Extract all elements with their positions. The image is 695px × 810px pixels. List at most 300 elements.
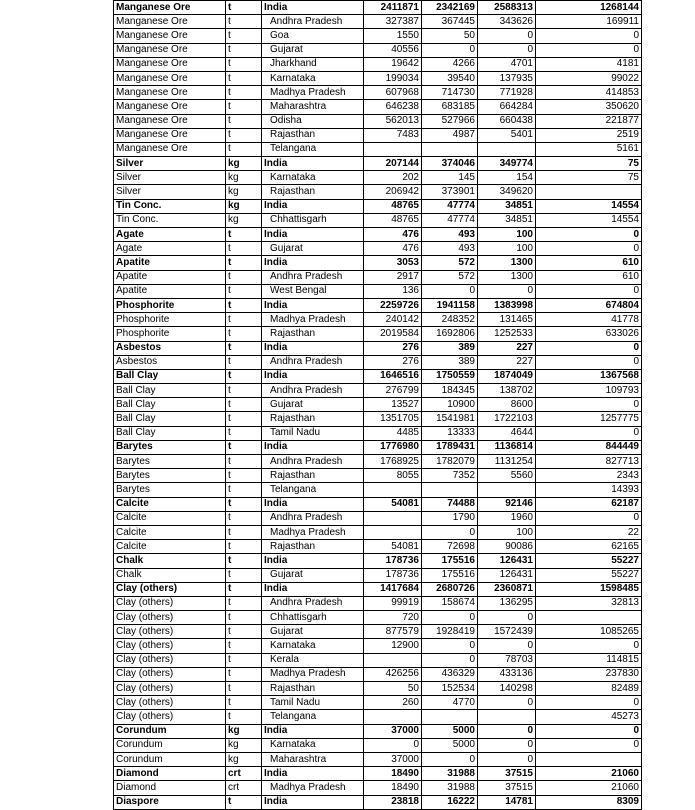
unit-cell: t: [226, 57, 262, 71]
value-cell-2: 1790: [422, 511, 478, 525]
value-cell-2: 47774: [422, 199, 478, 213]
state-cell: India: [262, 298, 364, 312]
value-cell-2: 572: [422, 256, 478, 270]
value-cell-2: 31988: [422, 781, 478, 795]
state-cell: Odisha: [262, 114, 364, 128]
table-row: [114, 86, 642, 100]
value-cell-1: [364, 142, 422, 156]
value-cell-3: 140298: [478, 682, 536, 696]
value-cell-2: 175516: [422, 554, 478, 568]
value-cell-2: 389: [422, 355, 478, 369]
unit-cell: t: [226, 355, 262, 369]
unit-cell: t: [226, 412, 262, 426]
mineral-cell: Chalk: [114, 568, 226, 582]
value-cell-1: 13527: [364, 398, 422, 412]
table-row: [114, 511, 642, 525]
state-cell: Madhya Pradesh: [262, 313, 364, 327]
unit-cell: t: [226, 71, 262, 85]
value-cell-1: 2259726: [364, 298, 422, 312]
value-cell-1: 877579: [364, 625, 422, 639]
mineral-cell: Manganese Ore: [114, 43, 226, 57]
table-row-total: [114, 440, 642, 454]
unit-cell: t: [226, 596, 262, 610]
value-cell-1: 646238: [364, 100, 422, 114]
state-cell: Andhra Pradesh: [262, 384, 364, 398]
value-cell-1: 178736: [364, 554, 422, 568]
value-cell-1: 178736: [364, 568, 422, 582]
value-cell-3: 78703: [478, 653, 536, 667]
value-cell-2: 0: [422, 43, 478, 57]
unit-cell: t: [226, 369, 262, 383]
state-cell: Madhya Pradesh: [262, 525, 364, 539]
state-cell: Telangana: [262, 142, 364, 156]
table-row: [114, 483, 642, 497]
value-cell-2: 72698: [422, 540, 478, 554]
unit-cell: kg: [226, 185, 262, 199]
state-cell: Rajasthan: [262, 412, 364, 426]
value-cell-2: 184345: [422, 384, 478, 398]
mineral-cell: Manganese Ore: [114, 128, 226, 142]
state-cell: India: [262, 341, 364, 355]
unit-cell: t: [226, 440, 262, 454]
value-cell-1: 202: [364, 171, 422, 185]
value-cell-4: 22: [536, 525, 642, 539]
value-cell-3: 100: [478, 228, 536, 242]
state-cell: Andhra Pradesh: [262, 355, 364, 369]
table-row: [114, 455, 642, 469]
mineral-cell: Calcite: [114, 540, 226, 554]
unit-cell: t: [226, 15, 262, 29]
state-cell: Jharkhand: [262, 57, 364, 71]
value-cell-4: 32813: [536, 596, 642, 610]
value-cell-4: 45273: [536, 710, 642, 724]
mineral-cell: Asbestos: [114, 355, 226, 369]
table-row-total: [114, 199, 642, 213]
mineral-cell: Clay (others): [114, 611, 226, 625]
value-cell-1: 1646516: [364, 369, 422, 383]
value-cell-1: 276: [364, 355, 422, 369]
value-cell-2: 1789431: [422, 440, 478, 454]
value-cell-4: 0: [536, 724, 642, 738]
state-cell: Madhya Pradesh: [262, 781, 364, 795]
value-cell-4: 62187: [536, 497, 642, 511]
value-cell-1: 2019584: [364, 327, 422, 341]
value-cell-1: 8055: [364, 469, 422, 483]
value-cell-3: 138702: [478, 384, 536, 398]
state-cell: Maharashtra: [262, 100, 364, 114]
state-cell: Andhra Pradesh: [262, 15, 364, 29]
mineral-cell: Manganese Ore: [114, 86, 226, 100]
value-cell-3: 1722103: [478, 412, 536, 426]
mineral-cell: Apatite: [114, 284, 226, 298]
value-cell-3: 131465: [478, 313, 536, 327]
value-cell-1: 12900: [364, 639, 422, 653]
value-cell-2: 16222: [422, 795, 478, 809]
value-cell-3: 100: [478, 525, 536, 539]
value-cell-3: [478, 483, 536, 497]
value-cell-3: 227: [478, 355, 536, 369]
state-cell: Madhya Pradesh: [262, 667, 364, 681]
value-cell-3: [478, 710, 536, 724]
value-cell-4: 75: [536, 157, 642, 171]
value-cell-2: 4266: [422, 57, 478, 71]
value-cell-2: 10900: [422, 398, 478, 412]
value-cell-3: 1252533: [478, 327, 536, 341]
table-row: [114, 667, 642, 681]
table-row: [114, 525, 642, 539]
table-row: [114, 213, 642, 227]
mineral-cell: Manganese Ore: [114, 71, 226, 85]
unit-cell: t: [226, 639, 262, 653]
table-row-total: [114, 228, 642, 242]
table-row-total: [114, 724, 642, 738]
state-cell: India: [262, 228, 364, 242]
table-row: [114, 313, 642, 327]
value-cell-2: 1928419: [422, 625, 478, 639]
unit-cell: t: [226, 525, 262, 539]
value-cell-4: 610: [536, 256, 642, 270]
mineral-cell: Tin Conc.: [114, 199, 226, 213]
value-cell-4: 414853: [536, 86, 642, 100]
table-row-total: [114, 795, 642, 809]
value-cell-3: 34851: [478, 199, 536, 213]
value-cell-2: 4987: [422, 128, 478, 142]
value-cell-3: 4701: [478, 57, 536, 71]
state-cell: Karnataka: [262, 639, 364, 653]
value-cell-2: 367445: [422, 15, 478, 29]
mineral-cell: Barytes: [114, 483, 226, 497]
unit-cell: t: [226, 710, 262, 724]
unit-cell: kg: [226, 724, 262, 738]
table-row: [114, 384, 642, 398]
state-cell: Gujarat: [262, 242, 364, 256]
value-cell-4: 0: [536, 341, 642, 355]
state-cell: India: [262, 199, 364, 213]
value-cell-3: 5560: [478, 469, 536, 483]
value-cell-4: 2343: [536, 469, 642, 483]
value-cell-1: 18490: [364, 767, 422, 781]
value-cell-2: 683185: [422, 100, 478, 114]
unit-cell: t: [226, 540, 262, 554]
state-cell: Gujarat: [262, 43, 364, 57]
value-cell-3: 1383998: [478, 298, 536, 312]
value-cell-3: 0: [478, 611, 536, 625]
state-cell: India: [262, 497, 364, 511]
value-cell-1: 23818: [364, 795, 422, 809]
mineral-cell: Silver: [114, 157, 226, 171]
mineral-cell: Clay (others): [114, 625, 226, 639]
table-row: [114, 242, 642, 256]
table-row-total: [114, 554, 642, 568]
value-cell-1: [364, 653, 422, 667]
unit-cell: t: [226, 284, 262, 298]
value-cell-4: 1598485: [536, 582, 642, 596]
mineral-cell: Ball Clay: [114, 412, 226, 426]
value-cell-3: 349620: [478, 185, 536, 199]
value-cell-3: 92146: [478, 497, 536, 511]
value-cell-3: 660438: [478, 114, 536, 128]
table-row: [114, 284, 642, 298]
value-cell-2: 175516: [422, 568, 478, 582]
unit-cell: t: [226, 682, 262, 696]
value-cell-2: [422, 710, 478, 724]
value-cell-2: 1750559: [422, 369, 478, 383]
unit-cell: t: [226, 696, 262, 710]
value-cell-4: 0: [536, 511, 642, 525]
state-cell: Kerala: [262, 653, 364, 667]
value-cell-2: 493: [422, 242, 478, 256]
unit-cell: t: [226, 795, 262, 809]
state-cell: West Bengal: [262, 284, 364, 298]
value-cell-2: 248352: [422, 313, 478, 327]
mineral-cell: Tin Conc.: [114, 213, 226, 227]
value-cell-1: 562013: [364, 114, 422, 128]
state-cell: Karnataka: [262, 738, 364, 752]
value-cell-4: 2519: [536, 128, 642, 142]
state-cell: Andhra Pradesh: [262, 511, 364, 525]
table-row-total: [114, 767, 642, 781]
value-cell-2: 4770: [422, 696, 478, 710]
table-row: [114, 128, 642, 142]
value-cell-3: 90086: [478, 540, 536, 554]
unit-cell: t: [226, 497, 262, 511]
value-cell-2: 74488: [422, 497, 478, 511]
value-cell-2: 527966: [422, 114, 478, 128]
mineral-cell: Clay (others): [114, 696, 226, 710]
table-row-total: [114, 497, 642, 511]
value-cell-1: 206942: [364, 185, 422, 199]
value-cell-2: 373901: [422, 185, 478, 199]
value-cell-2: 145: [422, 171, 478, 185]
value-cell-1: [364, 710, 422, 724]
mineral-cell: Calcite: [114, 497, 226, 511]
mineral-cell: Corundum: [114, 752, 226, 766]
mineral-cell: Barytes: [114, 469, 226, 483]
value-cell-4: 4181: [536, 57, 642, 71]
value-cell-4: 0: [536, 639, 642, 653]
table-row: [114, 696, 642, 710]
mineral-cell: Clay (others): [114, 710, 226, 724]
value-cell-2: 572: [422, 270, 478, 284]
value-cell-3: 664284: [478, 100, 536, 114]
table-row: [114, 142, 642, 156]
mineral-cell: Phosphorite: [114, 313, 226, 327]
state-cell: India: [262, 767, 364, 781]
unit-cell: t: [226, 86, 262, 100]
value-cell-1: 0: [364, 738, 422, 752]
value-cell-4: 99022: [536, 71, 642, 85]
state-cell: Andhra Pradesh: [262, 596, 364, 610]
unit-cell: t: [226, 100, 262, 114]
mineral-cell: Clay (others): [114, 596, 226, 610]
value-cell-1: 1768925: [364, 455, 422, 469]
state-cell: Karnataka: [262, 171, 364, 185]
value-cell-1: 476: [364, 228, 422, 242]
value-cell-3: 100: [478, 242, 536, 256]
value-cell-3: [478, 142, 536, 156]
value-cell-4: 21060: [536, 781, 642, 795]
table-row: [114, 596, 642, 610]
value-cell-2: 1782079: [422, 455, 478, 469]
table-row-total: [114, 157, 642, 171]
table-row: [114, 540, 642, 554]
mineral-cell: Diamond: [114, 781, 226, 795]
value-cell-1: 48765: [364, 213, 422, 227]
value-cell-4: 1367568: [536, 369, 642, 383]
value-cell-1: 327387: [364, 15, 422, 29]
table-row: [114, 738, 642, 752]
value-cell-4: 827713: [536, 455, 642, 469]
value-cell-1: 40556: [364, 43, 422, 57]
value-cell-4: 0: [536, 355, 642, 369]
mineral-cell: Ball Clay: [114, 369, 226, 383]
value-cell-2: 2680726: [422, 582, 478, 596]
unit-cell: kg: [226, 157, 262, 171]
state-cell: Karnataka: [262, 71, 364, 85]
value-cell-1: 7483: [364, 128, 422, 142]
table-row: [114, 57, 642, 71]
mineral-cell: Silver: [114, 185, 226, 199]
value-cell-3: 14781: [478, 795, 536, 809]
value-cell-2: 0: [422, 284, 478, 298]
unit-cell: t: [226, 455, 262, 469]
value-cell-2: 5000: [422, 724, 478, 738]
value-cell-1: 54081: [364, 540, 422, 554]
state-cell: Telangana: [262, 710, 364, 724]
value-cell-1: 2917: [364, 270, 422, 284]
value-cell-3: 1136814: [478, 440, 536, 454]
value-cell-2: 13333: [422, 426, 478, 440]
state-cell: Gujarat: [262, 625, 364, 639]
table-row: [114, 185, 642, 199]
table-row: [114, 653, 642, 667]
state-cell: Gujarat: [262, 568, 364, 582]
value-cell-2: [422, 142, 478, 156]
value-cell-4: 0: [536, 284, 642, 298]
value-cell-3: 433136: [478, 667, 536, 681]
value-cell-3: 1300: [478, 256, 536, 270]
unit-cell: t: [226, 142, 262, 156]
state-cell: Rajasthan: [262, 327, 364, 341]
unit-cell: t: [226, 270, 262, 284]
value-cell-3: 349774: [478, 157, 536, 171]
value-cell-3: 8600: [478, 398, 536, 412]
value-cell-3: 0: [478, 696, 536, 710]
value-cell-3: 137935: [478, 71, 536, 85]
value-cell-4: 14393: [536, 483, 642, 497]
mineral-cell: Chalk: [114, 554, 226, 568]
table-row-total: [114, 256, 642, 270]
value-cell-2: 1692806: [422, 327, 478, 341]
value-cell-1: 3053: [364, 256, 422, 270]
value-cell-1: 37000: [364, 724, 422, 738]
mineral-cell: Manganese Ore: [114, 1, 226, 15]
state-cell: Rajasthan: [262, 128, 364, 142]
table-row: [114, 327, 642, 341]
unit-cell: crt: [226, 767, 262, 781]
value-cell-4: 0: [536, 696, 642, 710]
value-cell-3: 34851: [478, 213, 536, 227]
unit-cell: t: [226, 483, 262, 497]
value-cell-3: 0: [478, 43, 536, 57]
value-cell-3: 0: [478, 29, 536, 43]
table-row-total: [114, 369, 642, 383]
unit-cell: t: [226, 43, 262, 57]
state-cell: Andhra Pradesh: [262, 270, 364, 284]
state-cell: India: [262, 582, 364, 596]
value-cell-4: 221877: [536, 114, 642, 128]
mineral-cell: Agate: [114, 242, 226, 256]
value-cell-4: 0: [536, 43, 642, 57]
value-cell-2: 0: [422, 525, 478, 539]
value-cell-4: 62165: [536, 540, 642, 554]
value-cell-4: 169911: [536, 15, 642, 29]
value-cell-1: 476: [364, 242, 422, 256]
mineral-cell: Clay (others): [114, 667, 226, 681]
value-cell-4: 41778: [536, 313, 642, 327]
value-cell-3: 0: [478, 738, 536, 752]
state-cell: Rajasthan: [262, 682, 364, 696]
mineral-cell: Silver: [114, 171, 226, 185]
mineral-cell: Ball Clay: [114, 426, 226, 440]
value-cell-2: 158674: [422, 596, 478, 610]
value-cell-4: 0: [536, 738, 642, 752]
value-cell-3: 5401: [478, 128, 536, 142]
value-cell-1: 2411871: [364, 1, 422, 15]
state-cell: India: [262, 369, 364, 383]
table-row: [114, 114, 642, 128]
table-row: [114, 71, 642, 85]
value-cell-1: 54081: [364, 497, 422, 511]
state-cell: India: [262, 256, 364, 270]
mineral-cell: Agate: [114, 228, 226, 242]
value-cell-3: 1300: [478, 270, 536, 284]
value-cell-3: 2360871: [478, 582, 536, 596]
mineral-cell: Manganese Ore: [114, 100, 226, 114]
value-cell-4: [536, 185, 642, 199]
value-cell-2: 436329: [422, 667, 478, 681]
value-cell-1: [364, 483, 422, 497]
unit-cell: t: [226, 426, 262, 440]
unit-cell: t: [226, 667, 262, 681]
unit-cell: t: [226, 611, 262, 625]
table-body: [114, 1, 642, 810]
value-cell-3: 136295: [478, 596, 536, 610]
value-cell-4: 114815: [536, 653, 642, 667]
unit-cell: t: [226, 384, 262, 398]
value-cell-1: 240142: [364, 313, 422, 327]
state-cell: India: [262, 440, 364, 454]
mineral-cell: Calcite: [114, 525, 226, 539]
unit-cell: t: [226, 653, 262, 667]
mineral-cell: Manganese Ore: [114, 15, 226, 29]
value-cell-1: 260: [364, 696, 422, 710]
value-cell-4: 674804: [536, 298, 642, 312]
value-cell-1: [364, 511, 422, 525]
value-cell-4: 109793: [536, 384, 642, 398]
mineral-cell: Ball Clay: [114, 398, 226, 412]
value-cell-3: 0: [478, 724, 536, 738]
mineral-cell: Diaspore: [114, 795, 226, 809]
value-cell-1: 18490: [364, 781, 422, 795]
value-cell-4: 55227: [536, 568, 642, 582]
value-cell-2: 389: [422, 341, 478, 355]
value-cell-1: 1776980: [364, 440, 422, 454]
value-cell-4: 8309: [536, 795, 642, 809]
mineral-cell: Corundum: [114, 724, 226, 738]
state-cell: Maharashtra: [262, 752, 364, 766]
unit-cell: t: [226, 256, 262, 270]
